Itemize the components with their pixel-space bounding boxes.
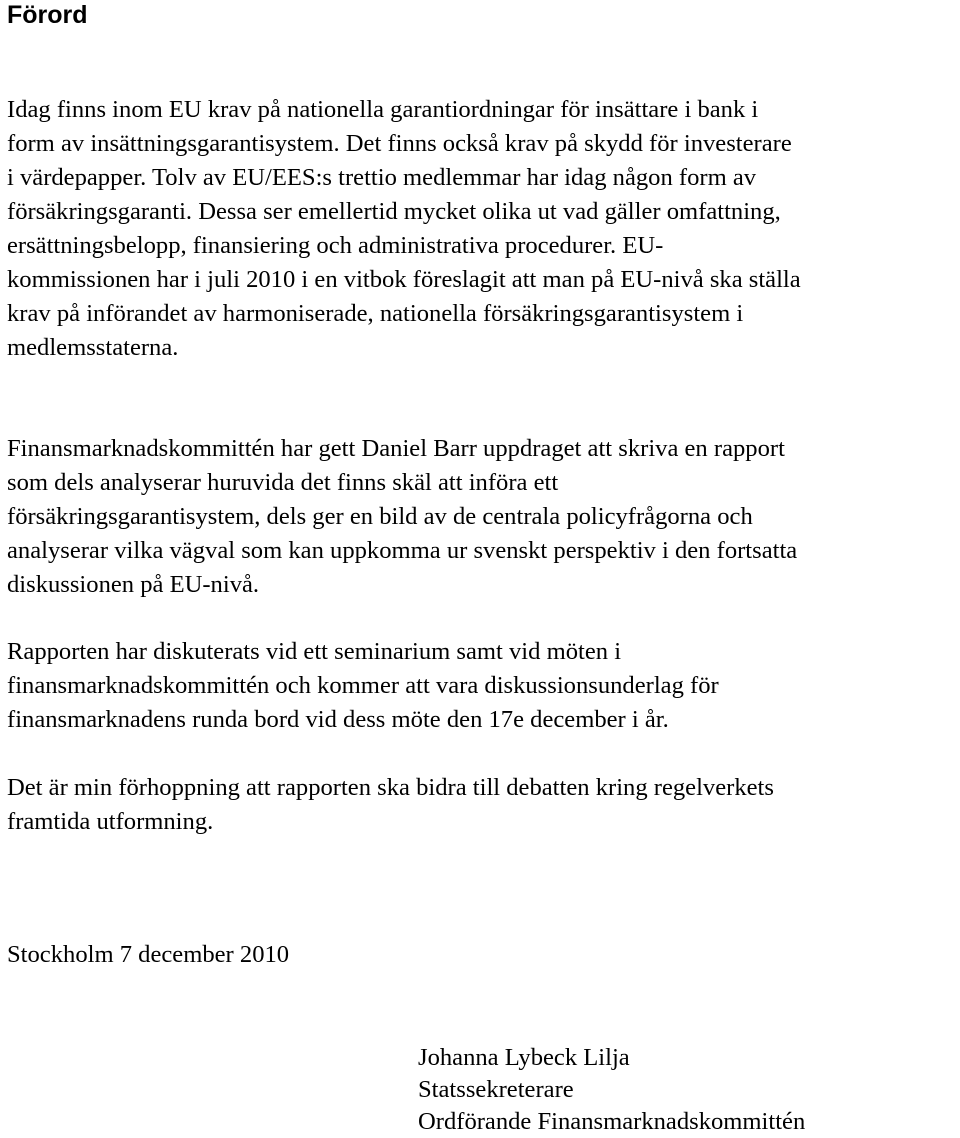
text-line: Idag finns inom EU krav på nationella garantiordningar för insättare i bank i (7, 96, 759, 123)
signature-block (418, 1042, 805, 1138)
signatory-role: Ordförande Finansmarknadskommittén (418, 1108, 806, 1135)
text-line: ersättningsbelopp, finansiering och administrativa procedurer. EU- (7, 232, 664, 259)
text-line: som dels analyserar huruvida det finns skäl att införa ett (7, 469, 559, 496)
paragraph-1 (7, 93, 960, 365)
signatory-title: Statssekreterare (418, 1076, 574, 1103)
text-line: analyserar vilka vägval som kan uppkomma ur svenskt perspektiv i den fortsatta (7, 537, 798, 564)
page-title: Förord (7, 1, 88, 29)
text-line: försäkringsgaranti. Dessa ser emellertid mycket olika ut vad gäller omfattning, (7, 198, 781, 225)
text-line: kommissionen har i juli 2010 i en vitbok föreslagit att man på EU-nivå ska ställa (7, 266, 801, 293)
paragraph-2 (7, 432, 960, 602)
text-line: krav på införandet av harmoniserade, nationella försäkringsgarantisystem i (7, 300, 744, 327)
text-line: diskussionen på EU-nivå. (7, 571, 260, 598)
text-line: finansmarknadens runda bord vid dess möte den 17e december i år. (7, 706, 669, 733)
paragraph-3 (7, 635, 960, 737)
text-line: Det är min förhoppning att rapporten ska bidra till debatten kring regelverkets (7, 774, 774, 801)
text-line: försäkringsgarantisystem, dels ger en bild av de centrala policyfrågorna och (7, 503, 753, 530)
text-line: framtida utformning. (7, 808, 214, 835)
signatory-name: Johanna Lybeck Lilja (418, 1044, 630, 1071)
text-line: Finansmarknadskommittén har gett Daniel Barr uppdraget att skriva en rapport (7, 435, 785, 462)
text-line: medlemsstaterna. (7, 334, 179, 361)
place-and-date: Stockholm 7 december 2010 (7, 941, 290, 968)
text-line: i värdepapper. Tolv av EU/EES:s trettio medlemmar har idag någon form av (7, 164, 757, 191)
paragraph-4 (7, 771, 960, 839)
text-line: finansmarknadskommittén och kommer att vara diskussionsunderlag för (7, 672, 719, 699)
text-line: Rapporten har diskuterats vid ett seminarium samt vid möten i (7, 638, 622, 665)
text-line: form av insättningsgarantisystem. Det finns också krav på skydd för investerare (7, 130, 792, 157)
